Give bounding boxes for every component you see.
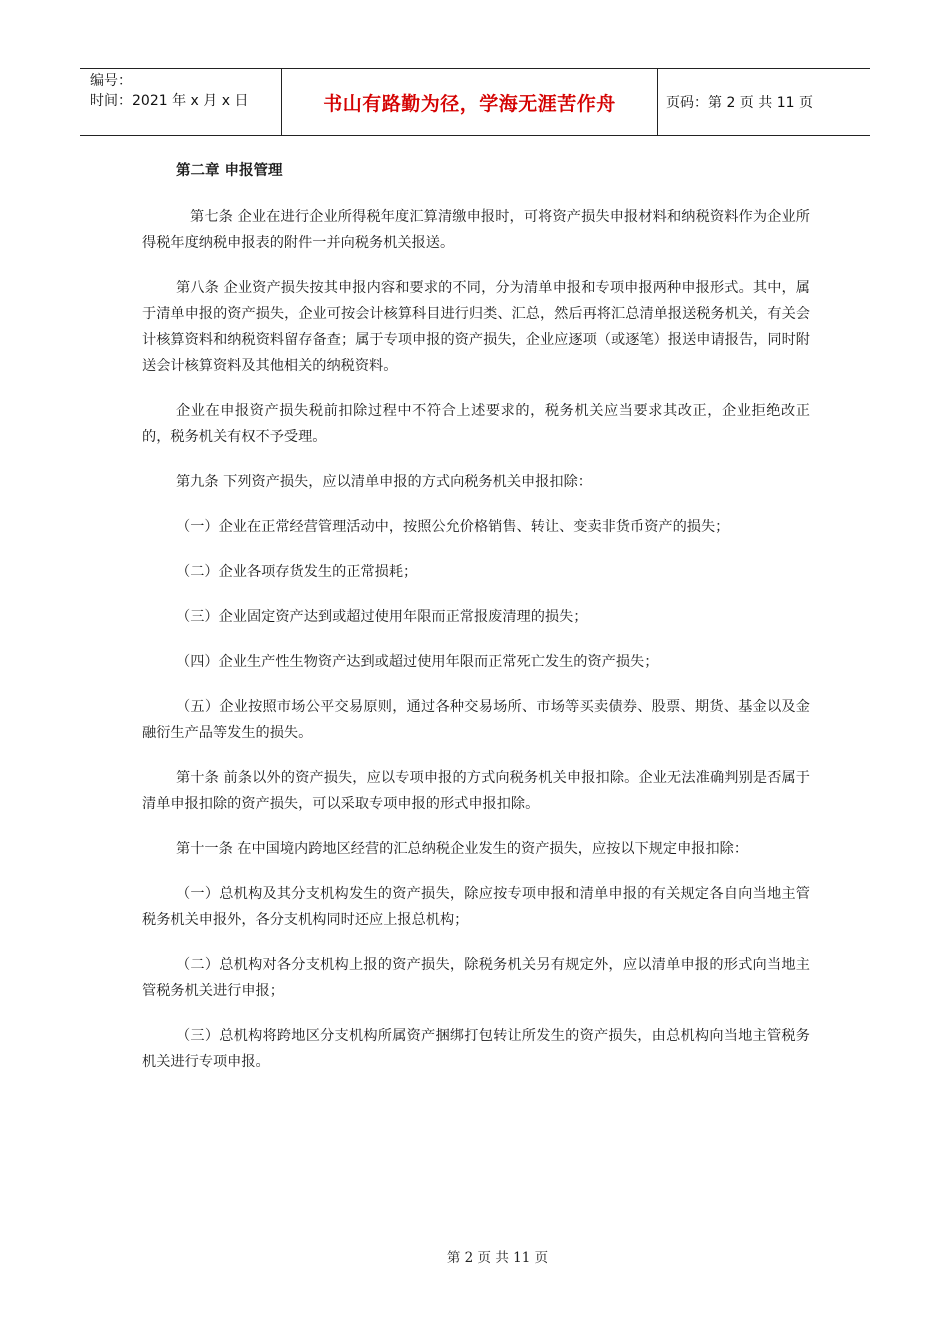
article-9-item-4: （四）企业生产性生物资产达到或超过使用年限而正常死亡发生的资产损失； bbox=[176, 654, 659, 670]
article-9-item-3: （三）企业固定资产达到或超过使用年限而正常报废清理的损失； bbox=[176, 609, 588, 625]
article-10: 第十条 前条以外的资产损失，应以专项申报的方式向税务机关申报扣除。企业无法准确判别是否属于清单申报扣除的资产损失，可以采取专项申报的形式申报扣除。 bbox=[142, 770, 810, 812]
article-9-item-5: （五）企业按照市场公平交易原则，通过各种交易场所、市场等买卖债券、股票、期货、基金以及金融衍生产品等发生的损失。 bbox=[142, 699, 810, 741]
article-11: 第十一条 在中国境内跨地区经营的汇总纳税企业发生的资产损失，应按以下规定申报扣除： bbox=[176, 841, 749, 857]
page-header bbox=[80, 68, 870, 136]
article-9-item-2: （二）企业各项存货发生的正常损耗； bbox=[176, 564, 418, 580]
article-11-item-3: （三）总机构将跨地区分支机构所属资产捆绑打包转让所发生的资产损失，由总机构向当地主管税务机关进行专项申报。 bbox=[142, 1028, 810, 1070]
article-8: 第八条 企业资产损失按其申报内容和要求的不同，分为清单申报和专项申报两种申报形式。其中，属于清单申报的资产损失，企业可按会计核算科目进行归类、汇总，然后再将汇总清单报送税务机关，有关会计核算资料和纳税资料留存备查；属于专项申报的资产损失，企业应逐项（或逐笔）报送申请报告，同时附送会计核算资料及其他相关的纳税资料。 bbox=[142, 280, 810, 374]
header-meta bbox=[80, 69, 282, 135]
article-11-item-2: （二）总机构对各分支机构上报的资产损失，除税务机关另有规定外，应以清单申报的形式向当地主管税务机关进行申报； bbox=[142, 957, 810, 999]
document-body bbox=[142, 158, 810, 1094]
document-number-label: 编号： bbox=[90, 73, 132, 89]
article-8-supplement: 企业在申报资产损失税前扣除过程中不符合上述要求的，税务机关应当要求其改正，企业拒绝改正的，税务机关有权不予受理。 bbox=[142, 403, 810, 445]
chapter-title: 第二章 申报管理 bbox=[176, 163, 283, 179]
header-page-info: 页码：第 2 页 共 11 页 bbox=[666, 95, 813, 111]
document-date: 时间：2021 年 x 月 x 日 bbox=[90, 93, 249, 109]
article-9-item-1: （一）企业在正常经营管理活动中，按照公允价格销售、转让、变卖非货币资产的损失； bbox=[176, 519, 730, 535]
header-motto: 书山有路勤为径，学海无涯苦作舟 bbox=[282, 69, 658, 135]
article-9: 第九条 下列资产损失，应以清单申报的方式向税务机关申报扣除： bbox=[176, 474, 592, 490]
article-7: 第七条 企业在进行企业所得税年度汇算清缴申报时，可将资产损失申报材料和纳税资料作为企业所得税年度纳税申报表的附件一并向税务机关报送。 bbox=[142, 209, 810, 251]
page-footer: 第 2 页 共 11 页 bbox=[446, 1250, 549, 1266]
article-11-item-1: （一）总机构及其分支机构发生的资产损失，除应按专项申报和清单申报的有关规定各自向当地主管税务机关申报外，各分支机构同时还应上报总机构； bbox=[142, 886, 810, 928]
